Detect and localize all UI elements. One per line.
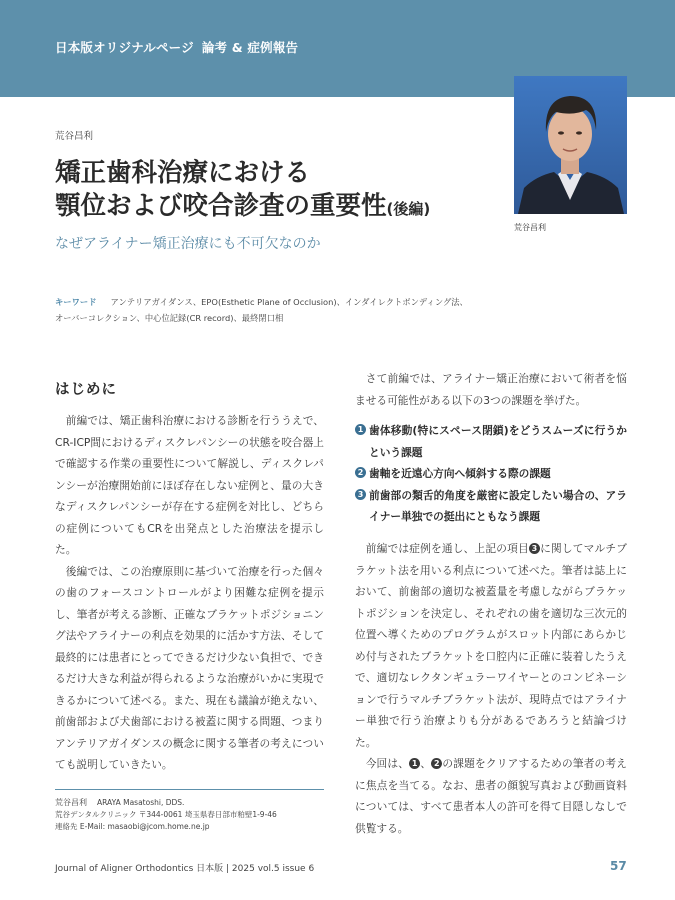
title-line-1: 矯正歯科治療における bbox=[55, 158, 311, 188]
photo-caption: 荒谷昌利 bbox=[514, 223, 546, 232]
right-paragraph-2 bbox=[355, 538, 627, 753]
author-contact: 連絡先 E-Mail: masaobi@jcom.home.ne.jp bbox=[55, 822, 210, 831]
p2-text-after: に関してマルチブラケット法を用いる利点について述べた。筆者は誌上において、前歯部の適切な被蓋量を考慮しながらブラケットポジションを決定し、それぞれの歯を適切な三次元的位置へ導くためのプログラムがスロット内部にあらかじめ付与されたブラケットを口腔内に正確に装着したうえで、適切なレクタンギュラーワイヤーとのコンビネーションで行うマルチブラケット法が、現時点ではアライナー単独で行う治療よりも分があるであろうと結論づけた。 bbox=[355, 542, 627, 749]
list-item-text: 前歯部の類舌的角度を厳密に設定したい場合の、アライナー単独での挺出にともなう課題 bbox=[369, 488, 627, 523]
keywords-line-2: オーバーコレクション、中心位記録(CR record)、最終閉口相 bbox=[55, 313, 284, 323]
left-column bbox=[55, 410, 324, 776]
keywords-block bbox=[55, 294, 495, 326]
number-circle-icon: 2 bbox=[355, 467, 366, 478]
keywords-label: キーワード bbox=[55, 297, 97, 307]
section-label bbox=[55, 38, 298, 56]
left-paragraph-1: 前編では、矯正歯科治療における診断を行ううえで、CR-ICP間におけるディスクレパンシーの状態を咬合器上で確認する作業の重要性について解説し、ディスクレパンシーが治療開始前にほぼ存在しない症例と、量の大きなディスクレパンシーが存在する症例を対比し、どちらの症例についてもCRを出発点とした治療法を提示した。 bbox=[55, 414, 324, 556]
author-clinic: 荒谷デンタルクリニック 〒344-0061 埼玉県春日部市粕壁1-9-46 bbox=[55, 810, 277, 819]
section-label-main: 日本版オリジナルページ bbox=[55, 40, 194, 55]
footer-journal: Journal of Aligner Orthodontics 日本版 | 2025 vol.5 issue 6 bbox=[55, 864, 315, 874]
page-number: 57 bbox=[610, 859, 627, 873]
photo-caption-box bbox=[514, 214, 627, 298]
number-circle-icon: 2 bbox=[431, 758, 442, 769]
article-title bbox=[55, 157, 430, 226]
number-circle-icon: 1 bbox=[409, 758, 420, 769]
section-label-sub: 論考 & 症例報告 bbox=[201, 40, 299, 55]
author-byline: 荒谷昌利 bbox=[55, 131, 94, 142]
list-item bbox=[355, 463, 627, 485]
author-info-divider bbox=[55, 789, 324, 790]
list-item-text: 歯体移動(特にスペース閉鎖)をどうスムーズに行うかという課題 bbox=[369, 424, 627, 459]
author-portrait-image bbox=[514, 76, 627, 214]
intro-heading: はじめに bbox=[55, 382, 117, 398]
article-subtitle: なぜアライナー矯正治療にも不可欠なのか bbox=[55, 236, 321, 252]
author-photo bbox=[514, 76, 627, 214]
number-circle-icon: 3 bbox=[529, 543, 540, 554]
p3-separator: 、 bbox=[420, 757, 432, 770]
issue-list bbox=[355, 420, 627, 528]
right-column-intro bbox=[355, 368, 627, 411]
p2-text-before: 前編では症例を通し、上記の項目 bbox=[365, 542, 529, 555]
title-suffix: (後編) bbox=[386, 200, 431, 218]
left-paragraph-2: 後編では、この治療原則に基づいて治療を行った個々の歯のフォースコントロールがより困難な症例を提示し、筆者が考える診断、正確なブラケットポジショニング法やアライナーの利点を効果的に活かす方法、そして最終的には患者にとってできるだけ少ない負担で、できるだけ大きな利益が得られるような治療がいかに実現できるかについて述べる。また、現在も議論が絶えない、前歯部および犬歯部における被蓋に関する問題、つまりアンテリアガイダンスの概念に関する筆者の考えについても説明していきたい。 bbox=[55, 564, 324, 771]
title-line-2 bbox=[55, 190, 430, 226]
keywords-text-1: アンテリアガイダンス、EPO(Esthetic Plane of Occlusion)、インダイレクトボンディング法、 bbox=[110, 297, 468, 307]
author-name-jp: 荒谷昌利 bbox=[55, 798, 87, 807]
list-item bbox=[355, 485, 627, 528]
p3-text-before: 今回は、 bbox=[365, 757, 410, 770]
list-item-text: 歯軸を近遠心方向へ傾斜する際の課題 bbox=[369, 467, 551, 480]
right-paragraph-3 bbox=[355, 753, 627, 839]
author-info bbox=[55, 797, 277, 833]
right-paragraph-1: さて前編では、アライナー矯正治療において術者を悩ませる可能性がある以下の3つの課題を挙げた。 bbox=[355, 372, 627, 407]
number-circle-icon: 3 bbox=[355, 489, 366, 500]
author-name-en: ARAYA Masatoshi, DDS. bbox=[97, 798, 185, 807]
list-item bbox=[355, 420, 627, 463]
author-name-line bbox=[55, 797, 277, 809]
p3-text-after: の課題をクリアするための筆者の考えに焦点を当てる。なお、患者の顔貌写真および動画資料については、すべて患者本人の許可を得て目隠しなしで供覧する。 bbox=[355, 757, 627, 835]
keywords-line-1 bbox=[55, 294, 495, 310]
title-line-2-main: 顎位および咬合診査の重要性 bbox=[55, 191, 387, 221]
right-column-body bbox=[355, 538, 627, 839]
number-circle-icon: 1 bbox=[355, 424, 366, 435]
